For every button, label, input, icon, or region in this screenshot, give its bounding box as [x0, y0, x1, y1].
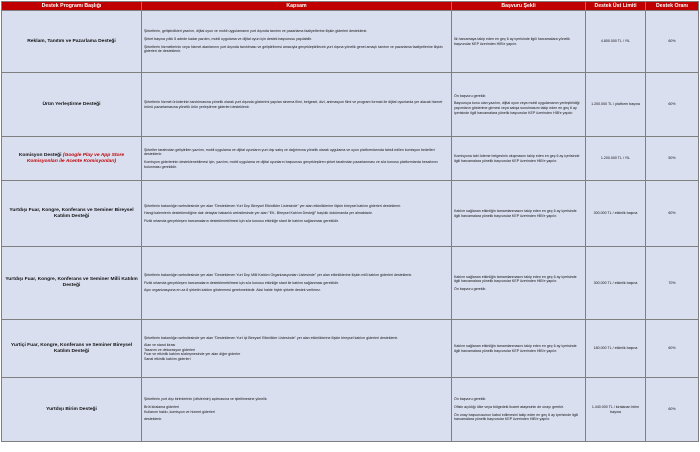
- scope-cell: [142, 11, 452, 73]
- limit-value: 1.200.000 TL / YIL: [586, 137, 646, 181]
- application-text: Katılım sağlanan etkinliğin tamamlanmasını takip eden en geç 6 ay içerisinde ilgili harcamalara yönelik başvurular KEP üzerinden HİB'e yapılır.: [454, 343, 577, 353]
- scope-text: Hangi kalemlerin desteklendiğine dair detaylar bakanlık websitesinde yer alan "EK- Bireysel Katılım Desteği" başlıklı dokümanda yer almaktadır.: [144, 211, 373, 216]
- scope-cell: [142, 137, 452, 181]
- program-title: Yurtiçi Fuar, Kongre, Konferans ve Seminer Bireysel Katılım Desteği: [2, 320, 142, 378]
- application-text: Ofisin açıldığı ülke veya bölgedeki ticaret ataşesinin de onayı gerekir.: [454, 404, 564, 409]
- scope-text: Şirketlerin hizmetlerinin veya hizmet alanlarının yurt dışında tanıtılması ve geliştirilmesi amacıyla gerçekleştirilecek yurt dışına yönelik genel amaçlı tanıtım ve pazarlama faaliyetlerine ilişkin giderleri de desteklenir.: [144, 44, 443, 54]
- rate-value: 60%: [646, 378, 699, 442]
- scope-cell: [142, 181, 452, 247]
- application-text: Komisyona tabi ödeme belgesinin oluşmasını takip eden en geç 6 ay içerisinde ilgili harcamalara yönelik başvurular KEP üzerinden HİB'e yapılır.: [454, 153, 580, 163]
- table-row: [2, 137, 699, 181]
- scope-text: Şirketlerin yurt dışı birimlerinin (ofislerinin) açılmasına ve işletilmesine yönelik: [144, 397, 267, 402]
- application-cell: [452, 11, 586, 73]
- scope-list-item: Tasarım ve dekorasyon giderleri: [144, 347, 195, 352]
- application-cell: [452, 320, 586, 378]
- scope-list-item: Sanal etkinlik katılım giderleri: [144, 356, 191, 361]
- scope-text: Şirketler tarafından geliştirilen yazılım, mobil uygulama ve dijital oyunların yurt dışı satış ve dağıtımına yönelik olarak uygulama ve oyun platformlarında tahsil edilen komisyon bedelleri desteklenir.: [144, 147, 435, 157]
- scope-cell: [142, 378, 452, 442]
- program-title: Yurtdışı Birim Desteği: [2, 378, 142, 442]
- scope-cell: [142, 247, 452, 320]
- application-text: İlk harcamaya takip eden en geç 6 ay içerisinde ilgili harcamalara yönelik başvurular KEP üzerinden HİB'e yapılır.: [454, 36, 570, 46]
- program-title: Reklam, Tanıtım ve Pazarlama Desteği: [2, 11, 142, 73]
- rate-value: 60%: [646, 11, 699, 73]
- limit-value: 4.800.000 TL / YIL: [586, 11, 646, 73]
- scope-text: Fiziki ortamda gerçekleşen harcamaların desteklenebilmesi için söz konusu etkinliğe stant ile katılım sağlanması gereklidir.: [144, 280, 339, 285]
- program-title: Yurtdışı Fuar, Kongre, Konferans ve Seminer Milli Katılım Desteği: [2, 247, 142, 320]
- rate-value: 50%: [646, 137, 699, 181]
- scope-list-item: Alan ve stand kirası: [144, 343, 176, 348]
- scope-text: Şirket başına yıllık 5 adede kadar yazılım, mobil uygulama ve dijital oyun için destek başvurusu yapılabilir.: [144, 36, 312, 41]
- program-title: Komisyon Desteği: [18, 152, 62, 158]
- limit-value: 300.000 TL / etkinlik başına: [586, 181, 646, 247]
- header-rate: Destek Oranı: [646, 2, 699, 11]
- rate-value: 60%: [646, 73, 699, 137]
- application-cell: [452, 378, 586, 442]
- application-text: Ön başvuru gereklir.: [454, 286, 487, 291]
- table-header-row: [2, 2, 699, 11]
- support-programs-table: [1, 1, 699, 442]
- limit-value: 180.000 TL / etkinlik başına: [586, 320, 646, 378]
- scope-cell: [142, 73, 452, 137]
- table-row: [2, 73, 699, 137]
- application-cell: [452, 181, 586, 247]
- scope-text: Komisyon giderlerinin desteklenebilmesi için, yazılım, mobil uygulama ve dijital oyunların başvurusu gerçekleştiren şirket tarafından pazarlanması ve söz konusu platformlarda hesabının bulunması gereklidir.: [144, 160, 438, 169]
- table-row: [2, 181, 699, 247]
- header-limit: Destek Üst Limiti: [586, 2, 646, 11]
- scope-text: Şirketlerin bakanlığın websitesinde yer alan "Desteklenen Yurt İçi Bireysel Etkinlikler Listesinde" yer alan etkinliklerine ilişkin bireysel katılım giderleri desteklenir.: [144, 335, 399, 340]
- scope-list-item: Brüt kiralama giderleri: [144, 404, 179, 409]
- application-cell: [452, 247, 586, 320]
- program-title-cell: [2, 137, 142, 181]
- program-title: Yurtdışı Fuar, Kongre, Konferans ve Seminer Bireysel Katılım Desteği: [2, 181, 142, 247]
- rate-value: 60%: [646, 320, 699, 378]
- application-text: Katılım sağlanan etkinliğin tamamlanmasını takip eden en geç 6 ay içerisinde ilgili harcamalara yönelik başvurular KEP üzerinden HİB'e yapılır.: [454, 208, 577, 218]
- scope-list-item: Fuar ve etkinlik katılım sözleşmesinde yer alan diğer giderler: [144, 352, 241, 357]
- rate-value: 60%: [646, 181, 699, 247]
- scope-cell: [142, 320, 452, 378]
- program-title-note: (Google Play ve App Store Komisyonları ile Acente Komisyonları): [26, 152, 125, 164]
- header-application: Başvuru Şekli: [452, 2, 586, 11]
- scope-text: Şirketlerin bakanlığın websitesinde yer alan "Desteklenen Yurt Dışı Milli Katılım Organizasyonları Listesinde" yer alan etkinliklerine ilişkin milli katılım giderleri desteklenir.: [144, 273, 413, 278]
- limit-value: 300.000 TL / etkinlik başına: [586, 247, 646, 320]
- application-text: Ön başvuru gereklir.: [454, 397, 487, 402]
- scope-text: Aynı organizasyona en az 8 şirketin katılım göstermesi gerekmektedir. Aksi halde hiçbir şirkete destek verilmez.: [144, 288, 321, 293]
- table-row: [2, 247, 699, 320]
- scope-text: Şirketlerin bakanlığın websitesinde yer alan "Desteklenen Yurt Dışı Bireysel Etkinlikler Listesinde" yer alan etkinliklerine ilişkin bireysel katılım giderleri desteklenir.: [144, 203, 401, 208]
- table-row: [2, 11, 699, 73]
- scope-text: Fiziki ortamda gerçekleşen harcamaların desteklenebilmesi için söz konusu etkinliğe stant ile katılım sağlanması gereklidir.: [144, 218, 339, 223]
- application-cell: [452, 137, 586, 181]
- header-scope: Kapsam: [142, 2, 452, 11]
- application-text: Başvuruya konu olan yazılım, dijital oyun veya mobil uygulamanın yerleştirildiği yapımların gösterime girmesi veya satışa sunulmasını takip eden en geç 6 ay içerisinde ilgili harcamalara yönelik başvurular KEP üzerinden HİB'e yapılır.: [454, 101, 580, 115]
- scope-text: desteklenir.: [144, 417, 163, 422]
- program-title: Ürün Yerleştirme Desteği: [2, 73, 142, 137]
- scope-text: Şirketlerin, geliştirdikleri yazılım, dijital oyun ve mobil uygulamanın yurt dışında tanıtım ve pazarlama faaliyetlerine ilişkin giderleri desteklenir.: [144, 29, 368, 34]
- table-row: [2, 378, 699, 442]
- application-text: Katılım sağlanan etkinliğin tamamlanmasını takip eden en geç 6 ay içerisinde ilgili harcamalara yönelik başvurular KEP üzerinden HİB'e yapılır.: [454, 274, 577, 284]
- table-row: [2, 320, 699, 378]
- application-cell: [452, 73, 586, 137]
- scope-text: Şirketlerin hizmet ürünlerinin tanıtılmasına yönelik olarak yurt dışında gösterimi yapılan sinema filmi, belgesel, dizi, animasyon filmi ve program formatı ile dijital oyunlarda yer alacak hizmet ürünü pazarlamasına yönelik ürün yerleştirme giderleri desteklenir.: [144, 99, 443, 109]
- limit-value: 1.440.000 TL / kiralanan birim başına: [586, 378, 646, 442]
- application-text: Ön onay başvurusunun kabul edilmesini takip eden en geç 6 ay içerisinde ilgili harcamalara yönelik başvurular KEP üzerinden HİB'e yapılır.: [454, 412, 579, 422]
- scope-list-item: Kullanım hakkı, komisyon ve hizmet giderleri: [144, 409, 215, 414]
- limit-value: 1.200.000 TL / platform başına: [586, 73, 646, 137]
- rate-value: 70%: [646, 247, 699, 320]
- header-program: Destek Programı Başlığı: [2, 2, 142, 11]
- application-text: Ön başvuru gereklir.: [454, 93, 487, 98]
